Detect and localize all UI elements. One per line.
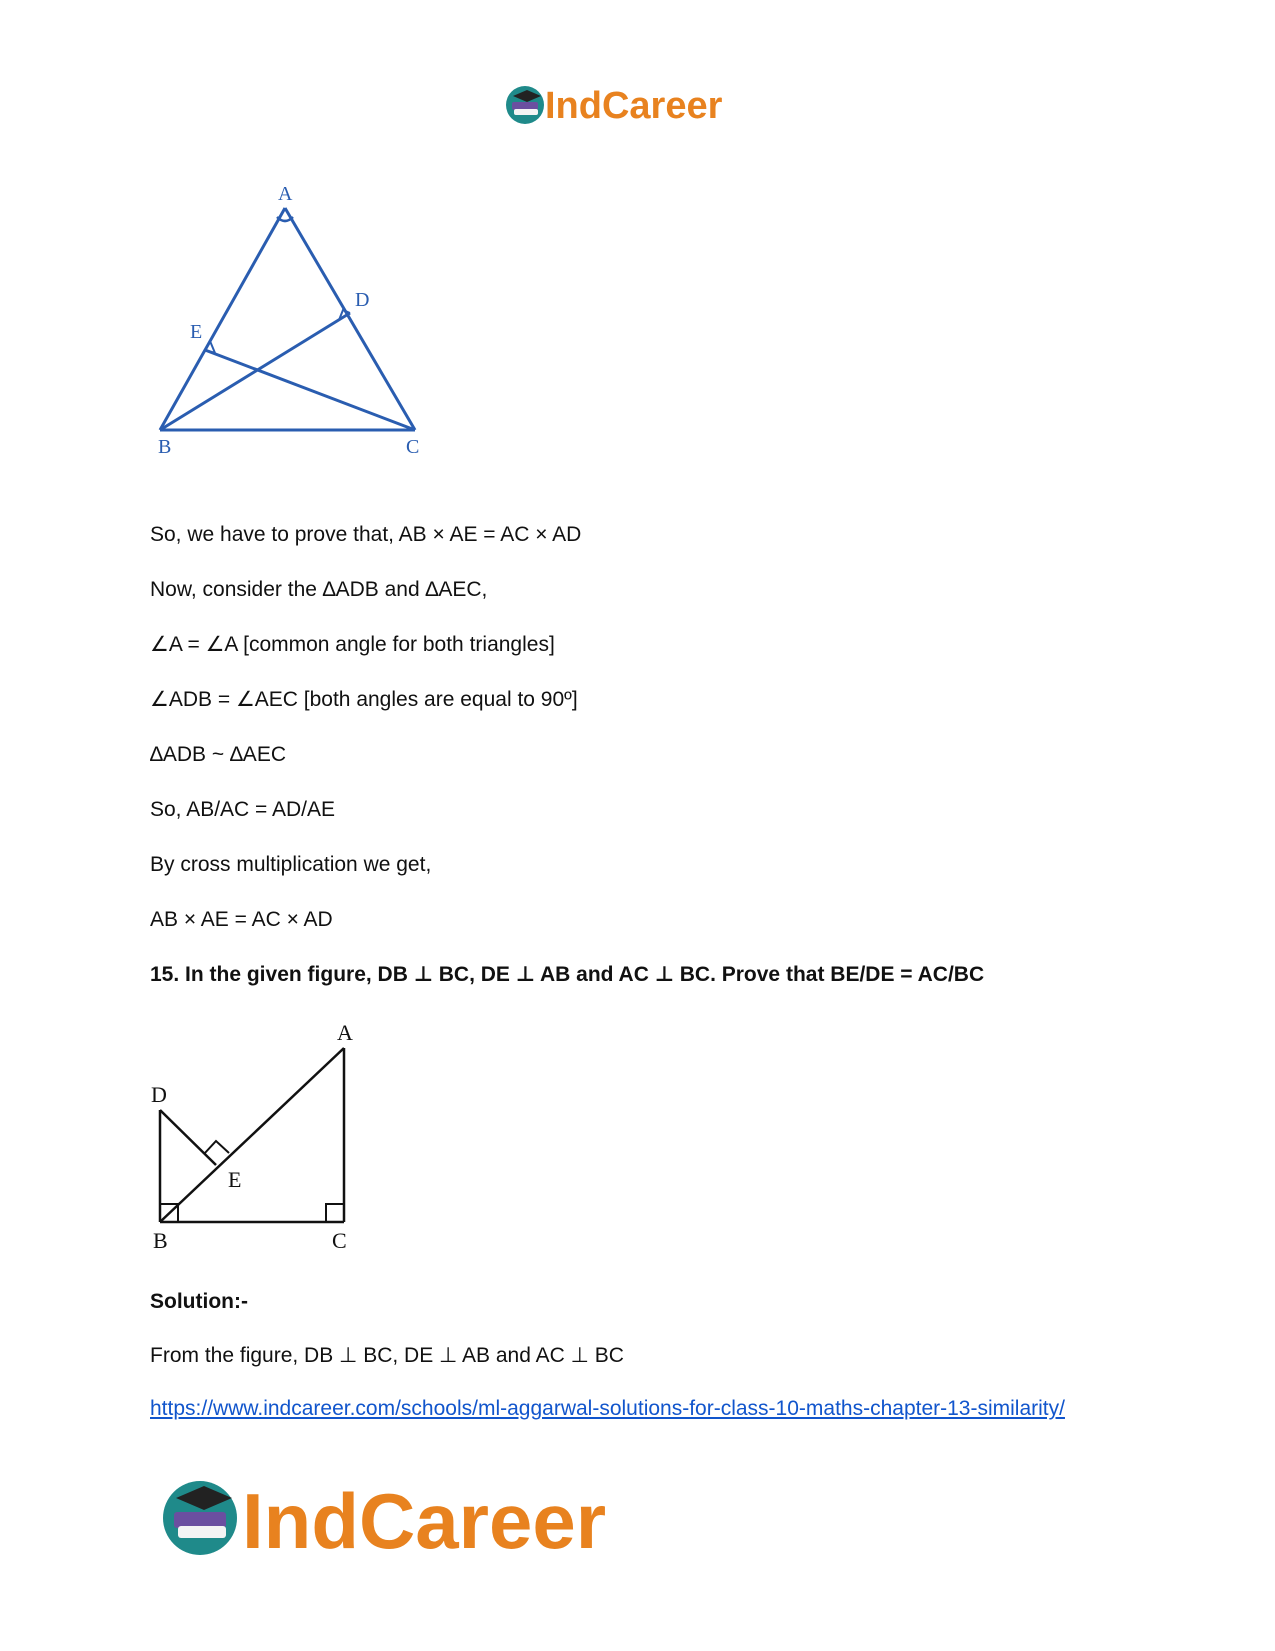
indcareer-header-logo xyxy=(503,80,773,130)
vertex-label-b: B xyxy=(158,436,172,458)
fig2-label-d: D xyxy=(151,1082,167,1107)
indcareer-footer-logo xyxy=(160,1468,700,1568)
proof-line-7: By cross multiplication we get, xyxy=(150,853,432,876)
fig2-label-e: E xyxy=(228,1167,242,1192)
graduation-book-icon xyxy=(506,86,544,124)
proof-line-1: So, we have to prove that, AB × AE = AC × AD xyxy=(150,523,582,546)
proof-line-6: So, AB/AC = AD/AE xyxy=(150,798,336,821)
vertex-label-c: C xyxy=(406,436,420,458)
vertex-label-a: A xyxy=(278,183,293,205)
triangle-abc-figure xyxy=(150,180,450,480)
footer-logo-text: IndCareer xyxy=(242,1477,607,1565)
solution-heading: Solution:- xyxy=(150,1290,248,1313)
vertex-label-e: E xyxy=(190,321,203,343)
fig2-label-c: C xyxy=(332,1228,347,1253)
proof-line-5: ∆ADB ~ ∆AEC xyxy=(150,743,286,766)
question-15: 15. In the given figure, DB ⊥ BC, DE ⊥ AB and AC ⊥ BC. Prove that BE/DE = AC/BC xyxy=(150,963,985,986)
fig2-label-b: B xyxy=(153,1228,168,1253)
proof-line-3: ∠A = ∠A [common angle for both triangles] xyxy=(150,633,555,656)
vertex-label-d: D xyxy=(355,289,370,311)
figure-db-bc xyxy=(150,1015,370,1265)
header-logo-text: IndCareer xyxy=(545,85,723,127)
graduation-book-icon xyxy=(163,1481,237,1555)
proof-line-8: AB × AE = AC × AD xyxy=(150,908,333,931)
solution-line: From the figure, DB ⊥ BC, DE ⊥ AB and AC ⊥ BC xyxy=(150,1344,624,1367)
fig2-label-a: A xyxy=(337,1020,353,1045)
proof-line-2: Now, consider the ∆ADB and ∆AEC, xyxy=(150,578,488,601)
source-link[interactable]: https://www.indcareer.com/schools/ml-aggarwal-solutions-for-class-10-maths-chapter-13-similarity/ xyxy=(150,1397,1065,1420)
proof-line-4: ∠ADB = ∠AEC [both angles are equal to 90º] xyxy=(150,688,578,711)
